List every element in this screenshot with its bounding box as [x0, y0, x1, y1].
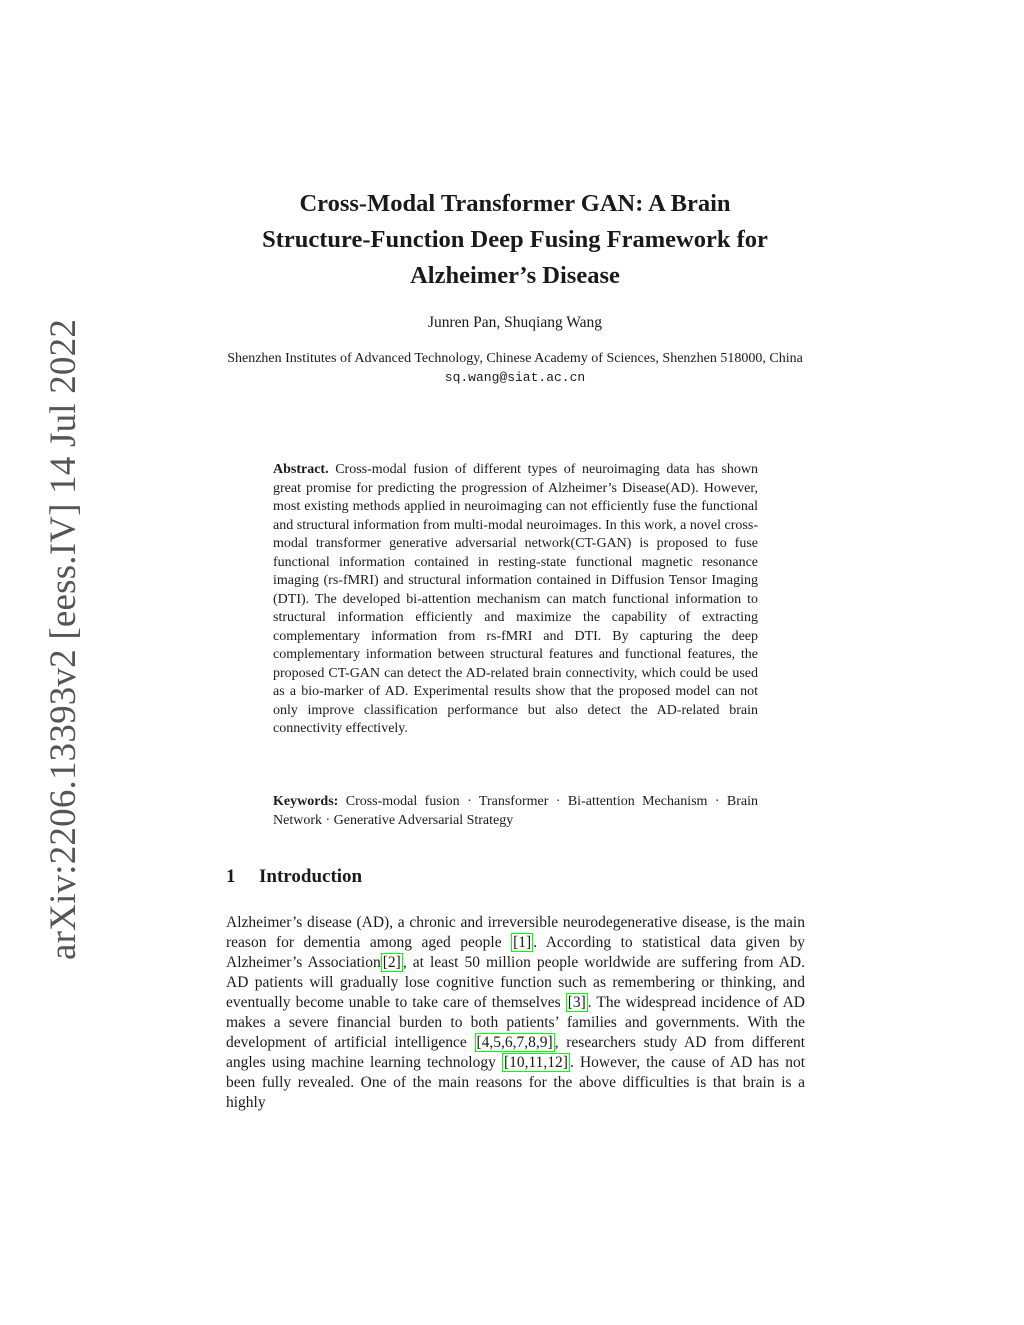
intro-text: . According to statistical data given by Alzheimer’s Association [226, 934, 805, 971]
author-email: sq.wang@siat.ac.cn [444, 370, 586, 385]
citation-link[interactable]: [1] [513, 934, 532, 951]
keywords-text: Cross-modal fusion · Transformer · Bi-attention Mechanism · Brain Network · Generative Adversarial Strategy [273, 794, 758, 828]
section-number: 1 [226, 866, 236, 887]
intro-text: , at least 50 million people worldwide are suffering from AD. AD patients will gradually lose cognitive function such as remembering or thinking, and eventually become unable to take care of themselves [226, 954, 805, 1011]
keywords-label: Keywords: [273, 794, 339, 809]
intro-text: , researchers study AD from different angles using machine learning technology [226, 1034, 806, 1071]
keywords [273, 793, 758, 830]
introduction-paragraph [226, 913, 805, 1113]
title-line: Alzheimer’s Disease [410, 262, 620, 289]
affiliation-block [215, 349, 815, 387]
section-title: Introduction [259, 866, 363, 887]
title-line: Cross-Modal Transformer GAN: A Brain [299, 190, 731, 217]
intro-text: . However, the cause of AD has not been fully revealed. One of the main reasons for the above difficulties is that brain is a highly [226, 1054, 805, 1111]
abstract-text: Cross-modal fusion of different types of neuroimaging data has shown great promise for predicting the progression of Alzheimer’s Disease(AD). However, most existing methods applied in neuroimaging can not efficiently fuse the functional and structural information from multi-modal neuroimages. In this work, a novel cross-modal transformer generative adversarial network(CT-GAN) is proposed to fuse functional information contained in resting-state functional magnetic resonance imaging (rs-fMRI) and structural information contained in Diffusion Tensor Imaging (DTI). The developed bi-attention mechanism can match functional information to structural information efficiently and maximize the capability of extracting complementary information from rs-fMRI and DTI. By capturing the deep complementary information between structural features and functional features, the proposed CT-GAN can detect the AD-related brain connectivity, which could be used as a bio-marker of AD. Experimental results show that the proposed model can not only improve classification performance but also detect the AD-related brain connectivity effectively. [273, 462, 758, 736]
citation-link[interactable]: [2] [382, 954, 401, 971]
abstract-label: Abstract. [273, 462, 329, 477]
abstract [273, 461, 758, 739]
paper-title [200, 186, 830, 294]
intro-text: . The widespread incidence of AD makes a severe financial burden to both patients’ families and governments. With the development of artificial intelligence [226, 994, 805, 1051]
title-line: Structure-Function Deep Fusing Framework for [262, 226, 768, 253]
citation-link[interactable]: [4,5,6,7,8,9] [476, 1034, 553, 1051]
intro-text: Alzheimer’s disease (AD), a chronic and irreversible neurodegenerative disease, is the main reason for dementia among aged people [226, 914, 805, 951]
authors: Junren Pan, Shuqiang Wang [427, 314, 603, 331]
section-heading [226, 866, 362, 888]
citation-link[interactable]: [10,11,12] [503, 1054, 568, 1071]
arxiv-identifier: arXiv:2206.13393v2 [eess.IV] 14 Jul 2022 [43, 318, 84, 960]
affiliation: Shenzhen Institutes of Advanced Technology, Chinese Academy of Sciences, Shenzhen 518000, China [227, 351, 803, 366]
citation-link[interactable]: [3] [567, 994, 586, 1011]
